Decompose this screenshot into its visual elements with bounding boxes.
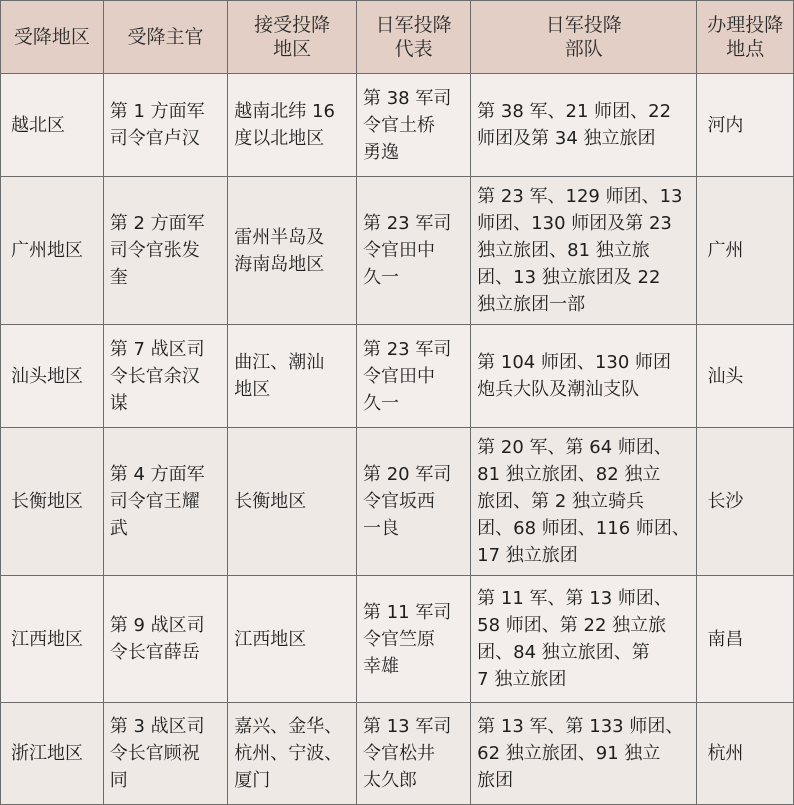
officer-cell: 第 7 战区司 令长官余汉 谋: [103, 325, 228, 428]
location-cell: 杭州: [697, 703, 794, 805]
area-cell: 越南北纬 16 度以北地区: [228, 74, 357, 177]
area-cell: 雷州半岛及 海南岛地区: [228, 177, 357, 325]
japanese-rep-cell: 第 23 军司 令官田中 久一: [357, 325, 471, 428]
table-row: [1, 576, 794, 703]
location-cell: 长沙: [697, 428, 794, 576]
japanese-units-cell: 第 23 军、129 师团、13 师团、130 师团及第 23 独立旅团、81 独立旅 团、13 独立旅团及 22 独立旅团一部: [471, 177, 697, 325]
location-cell: 广州: [697, 177, 794, 325]
table-row: [1, 703, 794, 805]
area-cell: 嘉兴、金华、 杭州、宁波、 厦门: [228, 703, 357, 805]
area-cell: 江西地区: [228, 576, 357, 703]
japanese-units-cell: 第 104 师团、130 师团 炮兵大队及潮汕支队: [471, 325, 697, 428]
header-japanese-rep: 日军投降 代表: [357, 1, 471, 74]
location-cell: 河内: [697, 74, 794, 177]
region-cell: 汕头地区: [1, 325, 104, 428]
region-cell: 长衡地区: [1, 428, 104, 576]
japanese-units-cell: 第 20 军、第 64 师团、 81 独立旅团、82 独立 旅团、第 2 独立骑兵 团、68 师团、116 师团、 17 独立旅团: [471, 428, 697, 576]
officer-cell: 第 9 战区司 令长官薛岳: [103, 576, 228, 703]
region-cell: 越北区: [1, 74, 104, 177]
japanese-units-cell: 第 38 军、21 师团、22 师团及第 34 独立旅团: [471, 74, 697, 177]
region-cell: 浙江地区: [1, 703, 104, 805]
japanese-rep-cell: 第 20 军司 令官坂西 一良: [357, 428, 471, 576]
header-officer: 受降主官: [103, 1, 228, 74]
region-cell: 广州地区: [1, 177, 104, 325]
japanese-rep-cell: 第 38 军司 令官土桥 勇逸: [357, 74, 471, 177]
japanese-rep-cell: 第 11 军司 令官竺原 幸雄: [357, 576, 471, 703]
japanese-rep-cell: 第 13 军司 令官松井 太久郎: [357, 703, 471, 805]
japanese-rep-cell: 第 23 军司 令官田中 久一: [357, 177, 471, 325]
officer-cell: 第 3 战区司 令长官顾祝 同: [103, 703, 228, 805]
officer-cell: 第 2 方面军 司令官张发 奎: [103, 177, 228, 325]
table-row: [1, 325, 794, 428]
officer-cell: 第 1 方面军 司令官卢汉: [103, 74, 228, 177]
table-row: [1, 74, 794, 177]
header-region: 受降地区: [1, 1, 104, 74]
japanese-units-cell: 第 11 军、第 13 师团、 58 师团、第 22 独立旅 团、84 独立旅团、第 7 独立旅团: [471, 576, 697, 703]
officer-cell: 第 4 方面军 司令官王耀 武: [103, 428, 228, 576]
area-cell: 曲江、潮汕 地区: [228, 325, 357, 428]
japanese-units-cell: 第 13 军、第 133 师团、 62 独立旅团、91 独立 旅团: [471, 703, 697, 805]
table-row: [1, 428, 794, 576]
location-cell: 南昌: [697, 576, 794, 703]
region-cell: 江西地区: [1, 576, 104, 703]
header-row: [1, 1, 794, 74]
header-japanese-units: 日军投降 部队: [471, 1, 697, 74]
table-row: [1, 177, 794, 325]
area-cell: 长衡地区: [228, 428, 357, 576]
header-location: 办理投降 地点: [697, 1, 794, 74]
header-area: 接受投降 地区: [228, 1, 357, 74]
location-cell: 汕头: [697, 325, 794, 428]
